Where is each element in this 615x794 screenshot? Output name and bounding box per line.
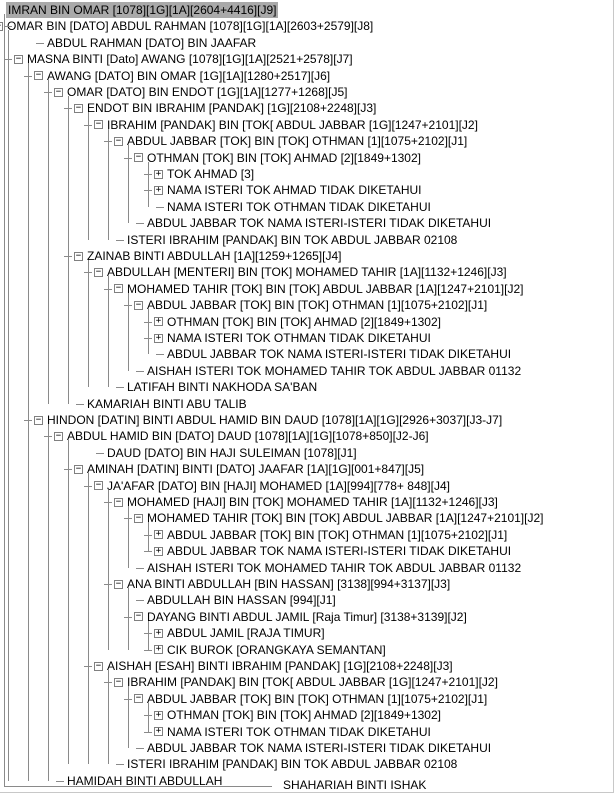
tree-connector <box>28 63 29 781</box>
tree-connector <box>148 703 149 732</box>
tree-item[interactable] <box>126 232 458 248</box>
tree-item[interactable] <box>126 756 458 772</box>
tree-item[interactable] <box>0 18 374 34</box>
tree-item-label: DAYANG BINTI ABDUL JAMIL [Raja Timur] [3138+3139][J2] <box>147 609 467 624</box>
expand-toggle-icon[interactable]: + <box>155 545 162 556</box>
tree-item[interactable] <box>94 478 451 494</box>
tree-connector <box>4 14 5 786</box>
tree-item-label: OMAR [DATO] BIN ENDOT [1G][1A][1277+1268][J5] <box>67 85 348 99</box>
tree-item-label: SHAHARIAH BINTI ISHAK <box>283 778 427 792</box>
collapse-toggle-icon[interactable]: − <box>135 299 142 310</box>
tree-item[interactable] <box>46 35 257 51</box>
tree-item[interactable] <box>6 2 278 18</box>
tree-item-label: ZAINAB BINTI ABDULLAH [1A][1259+1265][J4] <box>87 249 342 263</box>
tree-item[interactable] <box>114 494 499 510</box>
collapse-toggle-icon[interactable]: − <box>75 250 82 261</box>
tree-item-label: ABDUL JABBAR TOK NAMA ISTERI-ISTERI TIDAK DIKETAHUI <box>167 347 512 362</box>
tree-item-label: ABDUL JABBAR [TOK] BIN [TOK] OTHMAN [1][1075+2102][J1] <box>147 691 488 706</box>
tree-item[interactable] <box>166 199 432 215</box>
tree-connector <box>108 670 109 764</box>
tree-connector <box>108 490 109 650</box>
tree-item[interactable] <box>126 379 318 395</box>
tree-item-label: ABDUL RAHMAN [DATO] BIN JAAFAR <box>47 35 257 50</box>
tree-item[interactable] <box>34 412 503 428</box>
tree-item-label: ISTERI IBRAHIM [PANDAK] BIN TOK ABDUL JABBAR 02108 <box>127 232 458 247</box>
collapse-toggle-icon[interactable]: − <box>135 693 142 704</box>
tree-item[interactable] <box>154 724 432 740</box>
tree-item-label: AWANG [DATO] BIN OMAR [1G][1A][1280+2517][J6] <box>47 68 331 83</box>
tree-connector <box>136 371 144 372</box>
tree-item-label: NAMA ISTERI TOK AHMAD TIDAK DIKETAHUI <box>167 183 422 198</box>
tree-item[interactable] <box>54 84 348 100</box>
tree-item-label: ABDUL JAMIL [RAJA TIMUR] <box>167 626 325 641</box>
tree-connector <box>116 764 124 765</box>
tree-connector <box>116 387 124 388</box>
tree-connector <box>68 96 69 404</box>
tree-item-label: JA'AFAR [DATO] BIN [HAJI] MOHAMED [1A][994][778+ 848][J4] <box>107 478 450 493</box>
tree-item-label: HAMIDAH BINTI ABDULLAH <box>67 773 223 788</box>
tree-item[interactable] <box>114 133 468 149</box>
tree-item[interactable] <box>146 215 492 231</box>
collapse-toggle-icon[interactable]: − <box>135 152 142 163</box>
collapse-toggle-icon[interactable]: − <box>115 676 122 687</box>
tree-item-label: ISTERI IBRAHIM [PANDAK] BIN TOK ABDUL JABBAR 02108 <box>127 757 458 772</box>
tree-item-label: ABDULLAH BIN HASSAN [994][J1] <box>147 593 336 608</box>
tree-item[interactable] <box>154 527 508 543</box>
tree-item[interactable] <box>146 740 492 756</box>
tree-connector <box>144 732 152 733</box>
tree-item[interactable] <box>74 248 342 264</box>
tree-item[interactable] <box>114 674 499 690</box>
collapse-toggle-icon[interactable]: − <box>55 86 62 97</box>
tree-connector <box>128 686 129 748</box>
tree-item-label: ABDUL JABBAR [TOK] BIN [TOK] OTHMAN [1][1075+2102][J1] <box>167 527 508 542</box>
tree-item-label: ABDUL JABBAR TOK NAMA ISTERI-ISTERI TIDAK DIKETAHUI <box>147 741 492 755</box>
tree-item-label: IMRAN BIN OMAR [1078][1G][1A][2604+4416][J9] <box>8 3 277 17</box>
tree-item[interactable] <box>94 264 508 280</box>
expand-toggle-icon[interactable]: + <box>155 168 162 179</box>
tree-connector <box>148 309 149 354</box>
collapse-toggle-icon[interactable]: − <box>15 53 22 64</box>
tree-connector <box>48 80 49 404</box>
tree-item[interactable] <box>154 642 387 658</box>
tree-connector <box>88 473 89 764</box>
tree-item-label: TOK AHMAD [3] <box>167 167 255 181</box>
tree-connector <box>136 223 144 224</box>
expand-toggle-icon[interactable]: + <box>155 184 162 195</box>
collapse-toggle-icon[interactable]: − <box>75 102 82 113</box>
expand-toggle-icon[interactable]: + <box>155 529 162 540</box>
tree-item[interactable] <box>146 592 337 608</box>
tree-item-label: AISHAH [ESAH] BINTI IBRAHIM [PANDAK] [1G][2108+2248][J3] <box>107 659 453 673</box>
tree-item[interactable] <box>106 445 358 461</box>
tree-item[interactable] <box>166 346 512 362</box>
tree-item-label: ABDULLAH [MENTERI] BIN [TOK] MOHAMED TAHIR [1A][1132+1246][J3] <box>107 265 507 280</box>
tree-connector <box>36 43 44 44</box>
expand-toggle-icon[interactable]: + <box>155 332 162 343</box>
tree-item[interactable] <box>146 363 522 379</box>
tree-item-label: ABDUL JABBAR [TOK] BIN [TOK] OTHMAN [1][1075+2102][J1] <box>127 134 468 149</box>
tree-connector <box>148 162 149 207</box>
tree-item[interactable] <box>54 428 430 444</box>
tree-connector <box>128 506 129 568</box>
collapse-toggle-icon[interactable]: − <box>55 430 62 441</box>
tree-item-label: AISHAH ISTERI TOK MOHAMED TAHIR TOK ABDUL JABBAR 01132 <box>147 560 522 575</box>
tree-connector <box>4 26 12 27</box>
tree-connector <box>76 404 84 405</box>
tree-item-footer[interactable] <box>8 777 427 793</box>
expand-toggle-icon[interactable]: + <box>155 627 162 638</box>
collapse-toggle-icon[interactable]: − <box>35 414 42 425</box>
collapse-toggle-icon[interactable]: − <box>95 480 102 491</box>
tree-item-label: DAUD [DATO] BIN HAJI SULEIMAN [1078][J1] <box>107 445 357 460</box>
tree-item-label: IBRAHIM [PANDAK] BIN [TOK[ ABDUL JABBAR [1G][1247+2101][J2] <box>127 675 498 690</box>
tree-item-label: OTHMAN [TOK] BIN [TOK] AHMAD [2][1849+1302] <box>147 150 421 165</box>
tree-item[interactable] <box>134 691 488 707</box>
tree-item-label: OTHMAN [TOK] BIN [TOK] AHMAD [2][1849+1302] <box>167 314 441 329</box>
tree-item[interactable] <box>74 461 425 477</box>
tree-item-label: ABDUL JABBAR [TOK] BIN [TOK] OTHMAN [1][1075+2102][J1] <box>147 298 488 313</box>
tree-connector <box>136 600 144 601</box>
tree-item[interactable] <box>154 166 255 182</box>
collapse-toggle-icon[interactable]: − <box>115 578 122 589</box>
tree-item-label: OMAR BIN [DATO] ABDUL RAHMAN [1078][1G][1A][2603+2579][J8] <box>7 19 374 34</box>
tree-item[interactable] <box>114 281 524 297</box>
tree-item-label: ANA BINTI ABDULLAH [BIN HASSAN] [3138][994+3137][J3] <box>127 577 451 591</box>
collapse-toggle-icon[interactable]: − <box>135 512 142 523</box>
tree-item-label: NAMA ISTERI TOK OTHMAN TIDAK DIKETAHUI <box>167 331 431 345</box>
collapse-toggle-icon[interactable]: − <box>115 496 122 507</box>
tree-connector <box>128 145 129 223</box>
tree-connector <box>8 30 9 780</box>
tree-connector <box>156 207 164 208</box>
expand-toggle-icon[interactable]: + <box>155 316 162 327</box>
collapse-toggle-icon[interactable]: − <box>35 70 42 81</box>
collapse-toggle-icon[interactable]: − <box>75 463 82 474</box>
tree-connector <box>88 112 89 239</box>
expand-toggle-icon[interactable]: + <box>155 709 162 720</box>
tree-connector <box>128 293 129 371</box>
tree-item[interactable] <box>86 396 248 412</box>
tree-item-label: NAMA ISTERI TOK OTHMAN TIDAK DIKETAHUI <box>167 199 431 214</box>
tree-item[interactable] <box>14 51 354 67</box>
collapse-toggle-icon[interactable]: − <box>115 135 122 146</box>
tree-item[interactable] <box>154 330 432 346</box>
tree-item[interactable] <box>134 609 468 625</box>
tree-item-label: KAMARIAH BINTI ABU TALIB <box>87 396 247 411</box>
tree-item-label: LATIFAH BINTI NAKHODA SA'BAN <box>127 380 318 395</box>
tree-item-label: ENDOT BIN IBRAHIM [PANDAK] [1G][2108+2248][J3] <box>87 101 377 116</box>
tree-item-label: OTHMAN [TOK] BIN [TOK] AHMAD [2][1849+1302] <box>167 708 441 723</box>
tree-connector <box>144 551 152 552</box>
tree-connector <box>136 748 144 749</box>
tree-item[interactable] <box>154 314 442 330</box>
tree-item-label: ABDUL JABBAR TOK NAMA ISTERI-ISTERI TIDAK DIKETAHUI <box>147 216 492 231</box>
tree-connector <box>96 453 104 454</box>
tree-item-label: MASNA BINTI [Dato] AWANG [1078][1G][1A][2521+2578][J7] <box>27 52 353 67</box>
tree-item[interactable] <box>114 576 451 592</box>
tree-item-label: MOHAMED TAHIR [TOK] BIN [TOK] ABDUL JABBAR [1A][1247+2101][J2] <box>127 281 524 296</box>
expand-toggle-icon[interactable]: + <box>155 644 162 655</box>
tree-connector <box>68 440 69 764</box>
tree-item-label: ABDUL HAMID BIN [DATO] DAUD [1078][1A][1G][1078+850][J2-J6] <box>67 429 429 444</box>
collapse-toggle-icon[interactable]: − <box>115 283 122 294</box>
tree-connector <box>48 424 49 781</box>
tree-connector <box>116 240 124 241</box>
tree-item[interactable] <box>154 182 423 198</box>
tree-item-label: AISHAH ISTERI TOK MOHAMED TAHIR TOK ABDUL JABBAR 01132 <box>147 363 522 378</box>
tree-connector <box>108 276 109 387</box>
tree-item-label: MOHAMED TAHIR [TOK] BIN [TOK] ABDUL JABBAR [1A][1247+2101][J2] <box>147 511 544 526</box>
tree-item[interactable] <box>94 658 454 674</box>
tree-item-label: AMINAH [DATIN] BINTI [DATO] JAAFAR [1A][1G][001+847][J5] <box>87 462 425 477</box>
tree-item[interactable] <box>34 68 331 84</box>
tree-item[interactable] <box>74 100 377 116</box>
tree-connector <box>88 260 89 387</box>
tree-connector <box>108 129 109 240</box>
tree-item-label: MOHAMED [HAJI] BIN [TOK] MOHAMED TAHIR [1A][1132+1246][J3] <box>127 495 498 509</box>
tree-item[interactable] <box>134 297 488 313</box>
collapse-toggle-icon[interactable]: − <box>95 266 102 277</box>
expand-toggle-icon[interactable]: + <box>155 726 162 737</box>
tree-item[interactable] <box>154 707 442 723</box>
tree-item[interactable] <box>134 150 422 166</box>
tree-connector <box>136 568 144 569</box>
tree-connector <box>144 650 152 651</box>
tree-item[interactable] <box>146 560 522 576</box>
collapse-toggle-icon[interactable]: − <box>135 611 142 622</box>
tree-item-label: HINDON [DATIN] BINTI ABDUL HAMID BIN DAUD [1078][1A][1G][2926+3037][J3-J7] <box>47 413 503 427</box>
tree-item-label: CIK BUROK [ORANGKAYA SEMANTAN] <box>167 642 386 657</box>
tree-connector <box>148 621 149 650</box>
collapse-toggle-icon[interactable] <box>0 22 3 31</box>
tree-item[interactable] <box>94 117 479 133</box>
tree-item[interactable] <box>154 625 326 641</box>
collapse-toggle-icon[interactable]: − <box>95 660 102 671</box>
collapse-toggle-icon[interactable]: − <box>95 119 102 130</box>
tree-item[interactable] <box>154 543 512 559</box>
tree-item[interactable] <box>134 510 544 526</box>
tree-connector <box>148 522 149 551</box>
tree-connector <box>128 588 129 650</box>
tree-connector <box>156 354 164 355</box>
tree-item-label: NAMA ISTERI TOK OTHMAN TIDAK DIKETAHUI <box>167 724 431 739</box>
tree-item-label: IBRAHIM [PANDAK] BIN [TOK[ ABDUL JABBAR [1G][1247+2101][J2] <box>107 117 478 132</box>
tree-item-label: ABDUL JABBAR TOK NAMA ISTERI-ISTERI TIDAK DIKETAHUI <box>167 544 512 559</box>
